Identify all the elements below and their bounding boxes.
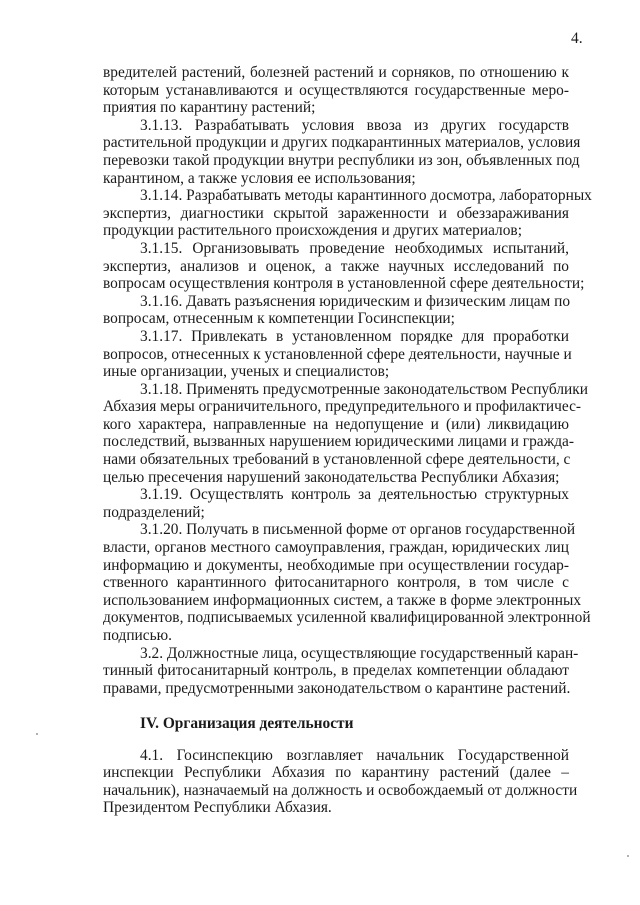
text-line: документов, подписываемых усиленной квалифицированной электронной	[103, 609, 591, 627]
scan-speck	[36, 733, 38, 735]
text-line: последствий, вызванных нарушением юридическими лицами и гражда-	[103, 433, 575, 451]
paragraph	[103, 239, 585, 293]
text-line: вопросов, отнесенных к установленной сфере деятельности, научные и	[103, 345, 572, 363]
text-line: вопросам, отнесенным к компетенции Госинспекции;	[103, 310, 455, 328]
text-line: 3.1.13. Разрабатывать условия ввоза из других государств	[140, 116, 569, 134]
text-line: ственного карантинного фитосанитарного контроля, в том числе с	[103, 574, 569, 592]
scan-speck	[627, 855, 629, 857]
text-line: Абхазия меры ограничительного, предупредительного и профилактичес-	[103, 398, 582, 416]
text-line: 3.1.16. Давать разъяснения юридическим и физическим лицам по	[140, 292, 571, 310]
paragraph	[103, 116, 581, 187]
section-heading: IV. Организация деятельности	[140, 714, 354, 732]
text-line: карантином, а также условия ее использования;	[103, 169, 416, 187]
paragraph	[103, 644, 579, 698]
text-line: вредителей растений, болезней растений и сорняков, по отношению к	[103, 64, 569, 81]
paragraph	[103, 64, 569, 117]
text-line: начальник), назначаемый на должность и освобождаемый от должности	[103, 781, 578, 799]
text-line: 3.1.14. Разрабатывать методы карантинного досмотра, лабораторных	[140, 187, 592, 205]
paragraph	[103, 521, 591, 644]
text-line: 3.1.20. Получать в письменной форме от органов государственной	[140, 521, 576, 539]
text-line: перевозки такой продукции внутри республики из зон, объявленных под	[103, 151, 580, 169]
text-line: тинный фитосанитарный контроль, в пределах компетенции обладают	[103, 662, 569, 680]
paragraph	[103, 327, 572, 381]
document-body	[103, 64, 592, 817]
text-line: подписью.	[103, 627, 172, 644]
paragraph	[103, 380, 589, 487]
text-line: целью пресечения нарушений законодательства Республики Абхазия;	[103, 468, 560, 486]
text-line: иные организации, ученых и специалистов;	[103, 363, 390, 381]
text-line: кого характера, направленные на недопущение и (или) ликвидацию	[103, 415, 569, 433]
paragraph	[103, 746, 578, 817]
text-line: информацию и документы, необходимые при осуществлении государ-	[103, 556, 569, 574]
text-line: приятия по карантину растений;	[103, 99, 316, 117]
text-line: инспекции Республики Абхазия по карантину растений (далее –	[103, 764, 569, 782]
text-line: экспертиз, диагностики скрытой зараженности и обеззараживания	[103, 204, 569, 222]
text-line: продукции растительного происхождения и других материалов;	[103, 222, 522, 240]
text-line: правами, предусмотренными законодательством о карантине растений.	[103, 679, 571, 697]
text-line: растительной продукции и других подкарантинных материалов, условия	[103, 134, 581, 152]
text-line: экспертиз, анализов и оценок, а также научных исследований по	[103, 257, 569, 275]
paragraph	[103, 486, 569, 521]
text-line: 3.1.19. Осуществлять контроль за деятельностью структурных	[140, 486, 569, 504]
text-line: 3.1.15. Организовывать проведение необходимых испытаний,	[140, 239, 569, 257]
text-line: вопросам осуществления контроля в установленной сфере деятельности;	[103, 275, 585, 293]
text-line: подразделений;	[103, 503, 205, 521]
paragraph	[103, 187, 592, 240]
page-number: 4.	[571, 30, 583, 47]
paragraph	[103, 293, 569, 328]
text-line: использованием информационных систем, а также в форме электронных	[103, 591, 582, 609]
text-line: 3.2. Должностные лица, осуществляющие государственный каран-	[140, 644, 579, 662]
text-line: нами обязательных требований в установленной сфере деятельности, с	[103, 451, 571, 469]
text-line: 3.1.18. Применять предусмотренные законодательством Республики	[140, 380, 589, 398]
text-line: Президентом Республики Абхазия.	[103, 799, 332, 817]
text-line: 4.1. Госинспекцию возглавляет начальник Государственной	[140, 746, 569, 764]
text-line: власти, органов местного самоуправления, граждан, юридических лиц	[103, 539, 569, 557]
text-line: которым устанавливаются и осуществляются государственные меро-	[103, 81, 569, 99]
text-line: 3.1.17. Привлекать в установленном порядке для проработки	[140, 327, 569, 345]
